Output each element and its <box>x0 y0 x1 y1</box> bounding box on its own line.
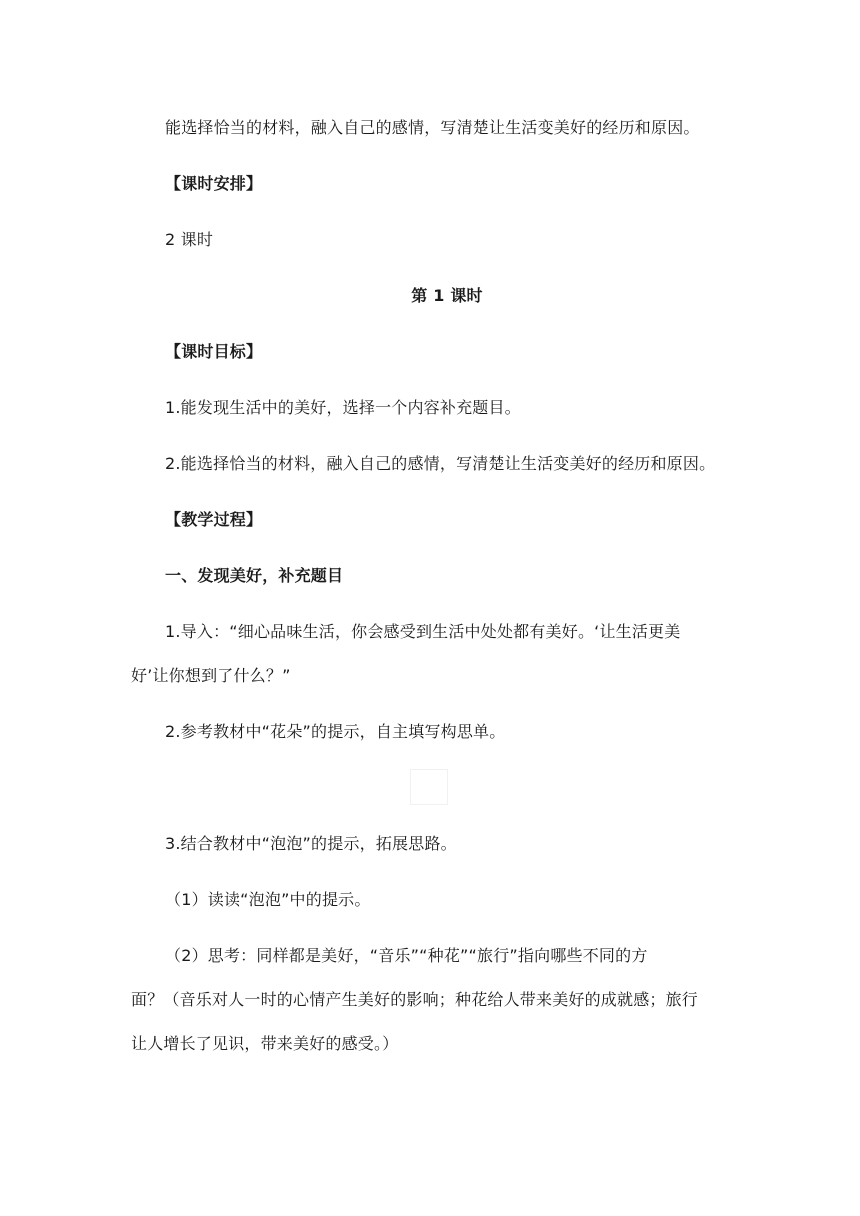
sub-step-continued: 让人增长了见识，带来美好的感受。） <box>131 1034 399 1053</box>
objective-item: 1.能发现生活中的美好，选择一个内容补充题目。 <box>165 398 521 417</box>
step-paragraph: 1.导入：“细心品味生活，你会感受到生活中处处都有美好。‘让生活更美 <box>165 622 681 641</box>
section-title: 一、发现美好，补充题目 <box>165 566 344 585</box>
step-paragraph-continued: 好’让你想到了什么？” <box>131 666 291 685</box>
sub-step: （2）思考：同样都是美好，“音乐”“种花”“旅行”指向哪些不同的方 <box>165 946 648 965</box>
objectives-heading: 【课时目标】 <box>165 342 263 361</box>
schedule-value: 2 课时 <box>165 230 214 249</box>
step-paragraph: 3.结合教材中“泡泡”的提示，拓展思路。 <box>165 834 457 853</box>
schedule-heading: 【课时安排】 <box>165 174 263 193</box>
objective-item: 2.能选择恰当的材料，融入自己的感情，写清楚让生活变美好的经历和原因。 <box>165 454 716 473</box>
sub-step: （1）读读“泡泡”中的提示。 <box>165 890 371 909</box>
step-paragraph: 2.参考教材中“花朵”的提示，自主填写构思单。 <box>165 722 506 741</box>
lesson-title: 第 1 课时 <box>411 286 483 305</box>
sub-step-continued: 面？（音乐对人一时的心情产生美好的影响；种花给人带来美好的成就感；旅行 <box>131 990 699 1009</box>
goal-paragraph: 能选择恰当的材料，融入自己的感情，写清楚让生活变美好的经历和原因。 <box>165 118 700 137</box>
process-heading: 【教学过程】 <box>165 510 263 529</box>
image-placeholder <box>410 769 448 805</box>
